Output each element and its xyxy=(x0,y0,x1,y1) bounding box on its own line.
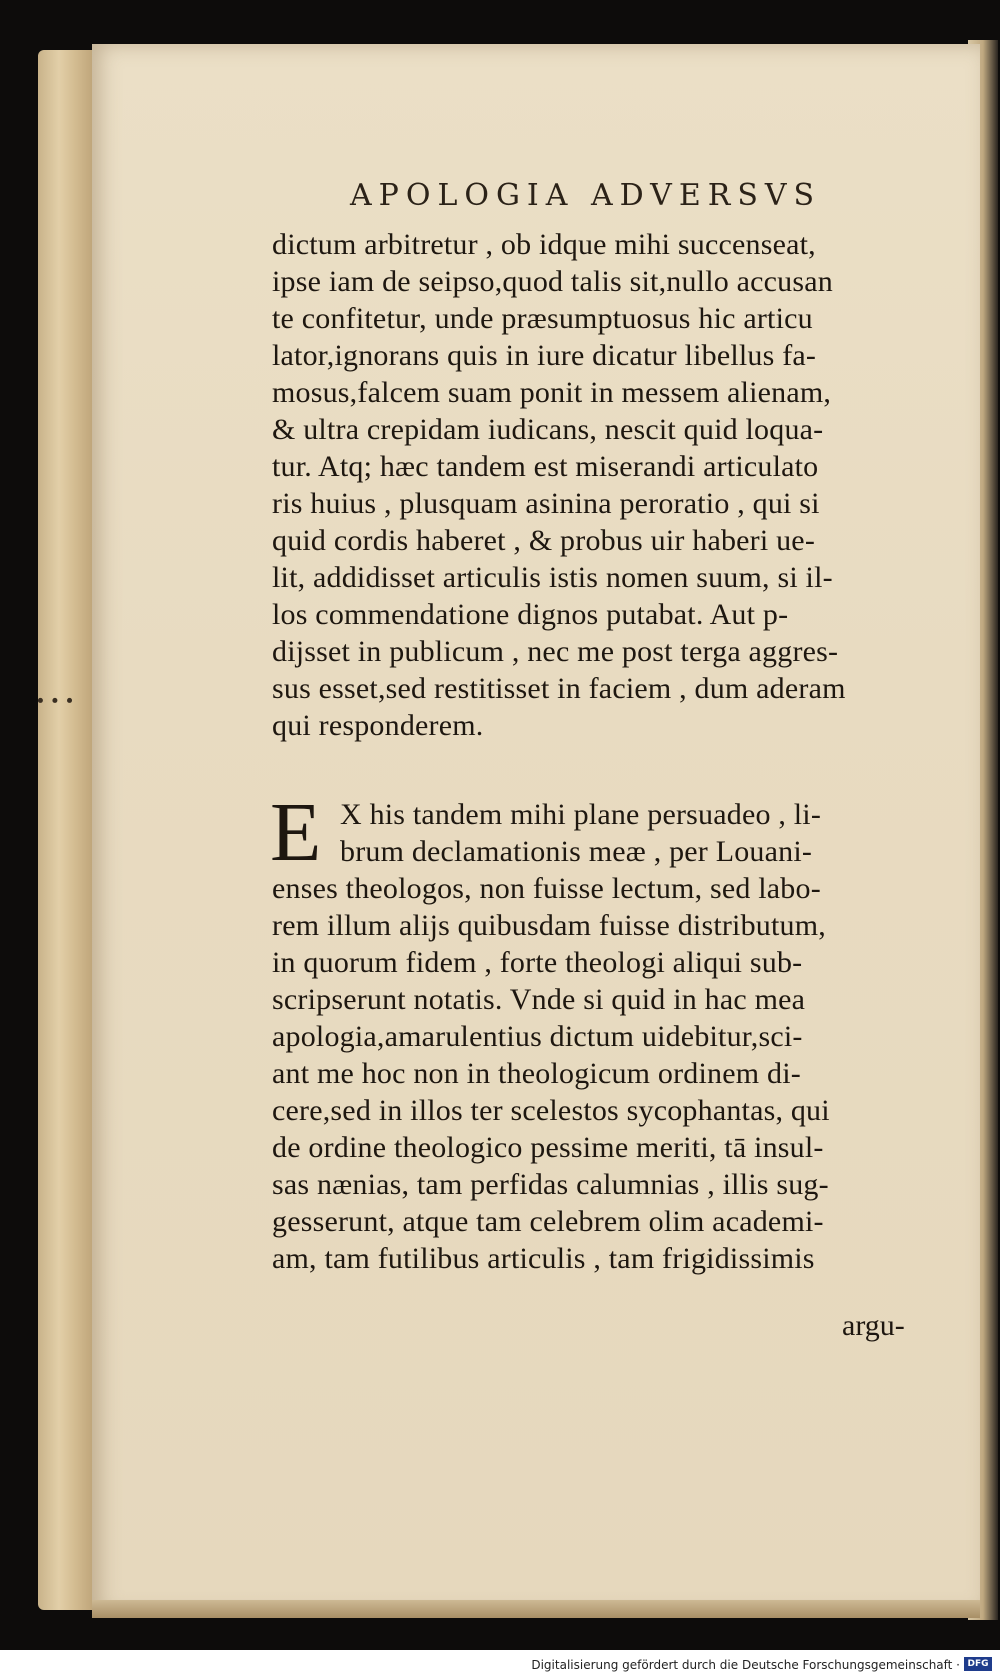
paragraph-1 xyxy=(272,226,952,744)
text-line: enses theologos, non fuisse lectum, sed labo- xyxy=(272,872,821,905)
text-line: rem illum alijs quibusdam fuisse distributum, xyxy=(272,909,826,942)
dfg-logo: DFG xyxy=(964,1657,992,1671)
text-line: te confitetur, unde præsumptuosus hic articu xyxy=(272,302,813,335)
drop-cap: E xyxy=(270,786,322,879)
running-head: APOLOGIA ADVERSVS xyxy=(350,178,822,213)
text-line: apologia,amarulentius dictum uidebitur,sci- xyxy=(272,1020,803,1053)
text-line: X his tandem mihi plane persuadeo , li- xyxy=(340,798,822,831)
text-line: scripserunt notatis. Vnde si quid in hac mea xyxy=(272,983,806,1016)
text-line: ant me hoc non in theologicum ordinem di- xyxy=(272,1057,801,1090)
text-line: de ordine theologico pessime meriti, tā insul- xyxy=(272,1131,824,1164)
text-line: qui responderem. xyxy=(272,709,484,742)
text-line: dijsset in publicum , nec me post terga aggres- xyxy=(272,635,839,668)
catchword: argu- xyxy=(842,1309,905,1342)
text-line: & ultra crepidam iudicans, nescit quid loqua- xyxy=(272,413,824,446)
footer-credit-bar xyxy=(0,1652,1000,1678)
footer-credit-text: Digitalisierung gefördert durch die Deutsche Forschungsgemeinschaft · xyxy=(531,1658,960,1672)
text-line: ipse iam de seipso,quod talis sit,nullo accusan xyxy=(272,265,833,298)
text-line: sus esset,sed restitisset in faciem , dum aderam xyxy=(272,672,846,705)
text-line: brum declamationis meæ , per Louani- xyxy=(340,835,813,868)
text-line: dictum arbitretur , ob idque mihi succenseat, xyxy=(272,228,816,261)
text-line: mosus,falcem suam ponit in messem alienam, xyxy=(272,376,832,409)
text-line: in quorum fidem , forte theologi aliqui sub- xyxy=(272,946,803,979)
text-line: sas nænias, tam perfidas calumnias , illis sug- xyxy=(272,1168,829,1201)
text-line: ris huius , plusquam asinina peroratio , qui si xyxy=(272,487,820,520)
paragraph-2 xyxy=(270,786,952,1277)
text-line: gesserunt, atque tam celebrem olim academi- xyxy=(272,1205,824,1238)
text-line: quid cordis haberet , & probus uir haberi ue- xyxy=(272,524,816,557)
text-line: cere,sed in illos ter scelestos sycophantas, qui xyxy=(272,1094,830,1127)
text-line: lit, addidisset articulis istis nomen suum, si il- xyxy=(272,561,833,594)
text-line: am, tam futilibus articulis , tam frigidissimis xyxy=(272,1242,815,1275)
text-line: los commendatione dignos putabat. Aut p- xyxy=(272,598,789,631)
book-page-edges-left xyxy=(38,50,98,1610)
text-line: lator,ignorans quis in iure dicatur libellus fa- xyxy=(272,339,817,372)
margin-mark: ∙ ∙ ∙ xyxy=(36,690,74,711)
text-line: tur. Atq; hæc tandem est miserandi articulato xyxy=(272,450,819,483)
book-page-edge-bottom xyxy=(92,1600,980,1618)
